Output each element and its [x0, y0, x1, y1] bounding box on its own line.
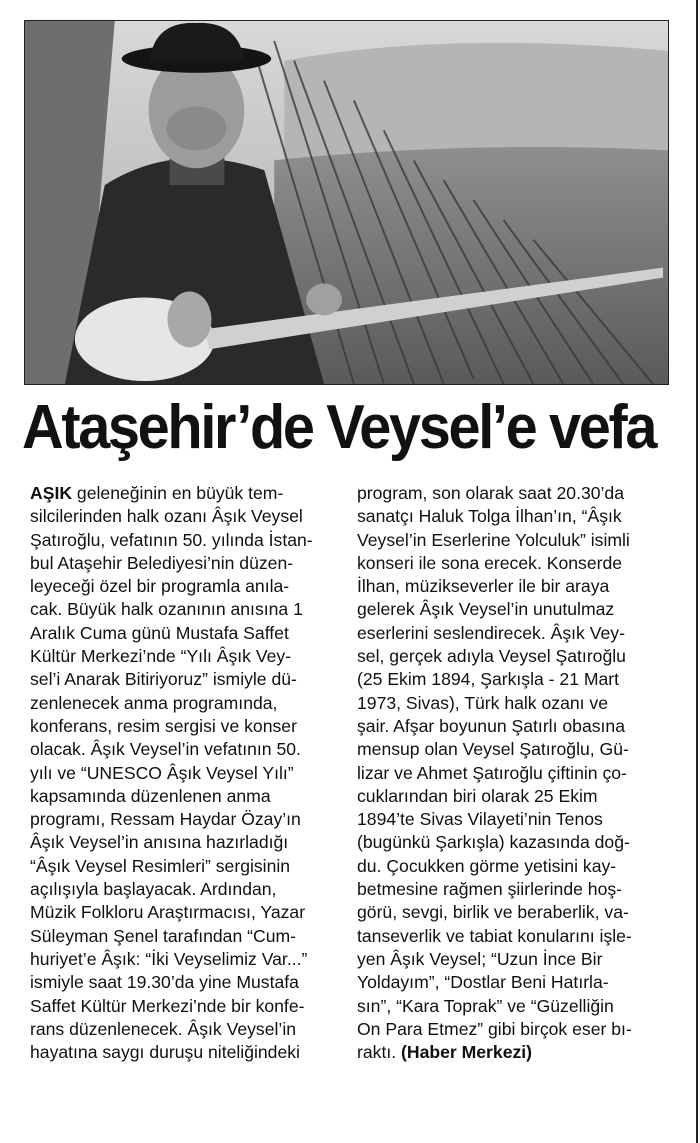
- last-line-text: raktı.: [357, 1042, 401, 1063]
- text-line: Kültür Merkezi’nde “Yılı Âşık Vey-: [30, 646, 292, 667]
- text-line: görü, sevgi, birlik ve beraberlik, va-: [357, 902, 629, 923]
- article-photo: [24, 20, 669, 385]
- text-line: konseri ile sona erecek. Konserde: [357, 552, 623, 573]
- text-line: sel, gerçek adıyla Veysel Şatıroğlu: [357, 646, 626, 667]
- portrait-photo-saz-player: [25, 21, 668, 384]
- text-line: lizar ve Ahmet Şatıroğlu çiftinin ço-: [357, 762, 627, 783]
- text-line: yılı ve “UNESCO Âşık Veysel Yılı”: [30, 762, 294, 783]
- text-line: bul Ataşehir Belediyesi’nin düzen-: [30, 552, 294, 573]
- text-line: sanatçı Haluk Tolga İlhan’ın, “Âşık: [357, 506, 622, 527]
- text-line: On Para Etmez” gibi birçok eser bı-: [357, 1018, 632, 1039]
- text-line: tanseverlik ve tabiat konularını işle-: [357, 925, 632, 946]
- text-line: açılışıyla başlayacak. Ardından,: [30, 879, 277, 900]
- text-line: kapsamında düzenlenen anma: [30, 785, 271, 806]
- text-line: şair. Afşar boyunun Şatırlı obasına: [357, 715, 625, 736]
- lead-word: AŞIK: [30, 483, 73, 503]
- text-line: rans düzenlenecek. Âşık Veysel’in: [30, 1018, 297, 1039]
- text-line: Müzik Folkloru Araştırmacısı, Yazar: [30, 902, 306, 923]
- byline-signature: (Haber Merkezi): [401, 1042, 533, 1063]
- text-line: leyeceği özel bir programla anıla-: [30, 576, 290, 597]
- text-line: (bugünkü Şarkışla) kazasında doğ-: [357, 832, 630, 853]
- text-line: 1973, Sivas), Türk halk ozanı ve: [357, 692, 609, 713]
- article-headline: Ataşehir’de Veysel’e vefa: [22, 393, 656, 462]
- text-line: Aralık Cuma günü Mustafa Saffet: [30, 622, 289, 643]
- text-line: mensup olan Veysel Şatıroğlu, Gü-: [357, 739, 629, 760]
- article-last-line: [357, 1041, 669, 1064]
- text-line: “Âşık Veysel Resimleri” sergisinin: [30, 855, 291, 876]
- page-edge-rule: [696, 0, 698, 1143]
- text-line: hayatına saygı duruşu niteliğindeki: [30, 1042, 300, 1063]
- text-line: eserlerini seslendirecek. Âşık Vey-: [357, 622, 625, 643]
- text-line: programı, Ressam Haydar Özay’ın: [30, 809, 301, 830]
- article-column-left: [30, 482, 342, 1064]
- text-line: yen Âşık Veysel; “Uzun İnce Bir: [357, 948, 603, 969]
- text-line: Veysel’in Eserlerine Yolculuk” isimli: [357, 529, 630, 550]
- text-line: konferans, resim sergisi ve konser: [30, 715, 297, 736]
- text-line: silcilerinden halk ozanı Âşık Veysel: [30, 506, 303, 527]
- first-line-text: geleneğinin en büyük tem-: [72, 483, 284, 503]
- text-line: sın”, “Kara Toprak” ve “Güzelliğin: [357, 995, 614, 1016]
- article-column-right: [357, 482, 669, 1064]
- text-line: Saffet Kültür Merkezi’nde bir konfe-: [30, 995, 305, 1016]
- text-line: Yoldayım”, “Dostlar Beni Hatırla-: [357, 972, 609, 993]
- article-first-line: [30, 482, 342, 505]
- text-line: (25 Ekim 1894, Şarkışla - 21 Mart: [357, 669, 620, 690]
- text-line: Süleyman Şenel tarafından “Cum-: [30, 925, 296, 946]
- text-line: sel’i Anarak Bitiriyoruz” ismiyle dü-: [30, 669, 297, 690]
- text-line: olacak. Âşık Veysel’in vefatının 50.: [30, 739, 301, 760]
- text-line: huriyet’e Âşık: “İki Veyselimiz Var...”: [30, 948, 308, 969]
- text-line: ismiyle saat 19.30’da yine Mustafa: [30, 972, 299, 993]
- text-line: program, son olarak saat 20.30’da: [357, 483, 624, 503]
- text-line: zenlenecek anma programında,: [30, 692, 278, 713]
- text-line: cuklarından biri olarak 25 Ekim: [357, 785, 598, 806]
- text-line: Âşık Veysel’in anısına hazırladığı: [30, 832, 289, 853]
- text-line: İlhan, müzikseverler ile bir araya: [357, 576, 610, 597]
- text-line: du. Çocukken görme yetisini kay-: [357, 855, 617, 876]
- text-line: Şatıroğlu, vefatının 50. yılında İstan-: [30, 529, 313, 550]
- text-line: gelerek Âşık Veysel’in unutulmaz: [357, 599, 615, 620]
- text-line: betmesine rağmen şiirlerinde hoş-: [357, 879, 623, 900]
- text-line: 1894’te Sivas Vilayeti’nin Tenos: [357, 809, 603, 830]
- text-line: cak. Büyük halk ozanının anısına 1: [30, 599, 303, 620]
